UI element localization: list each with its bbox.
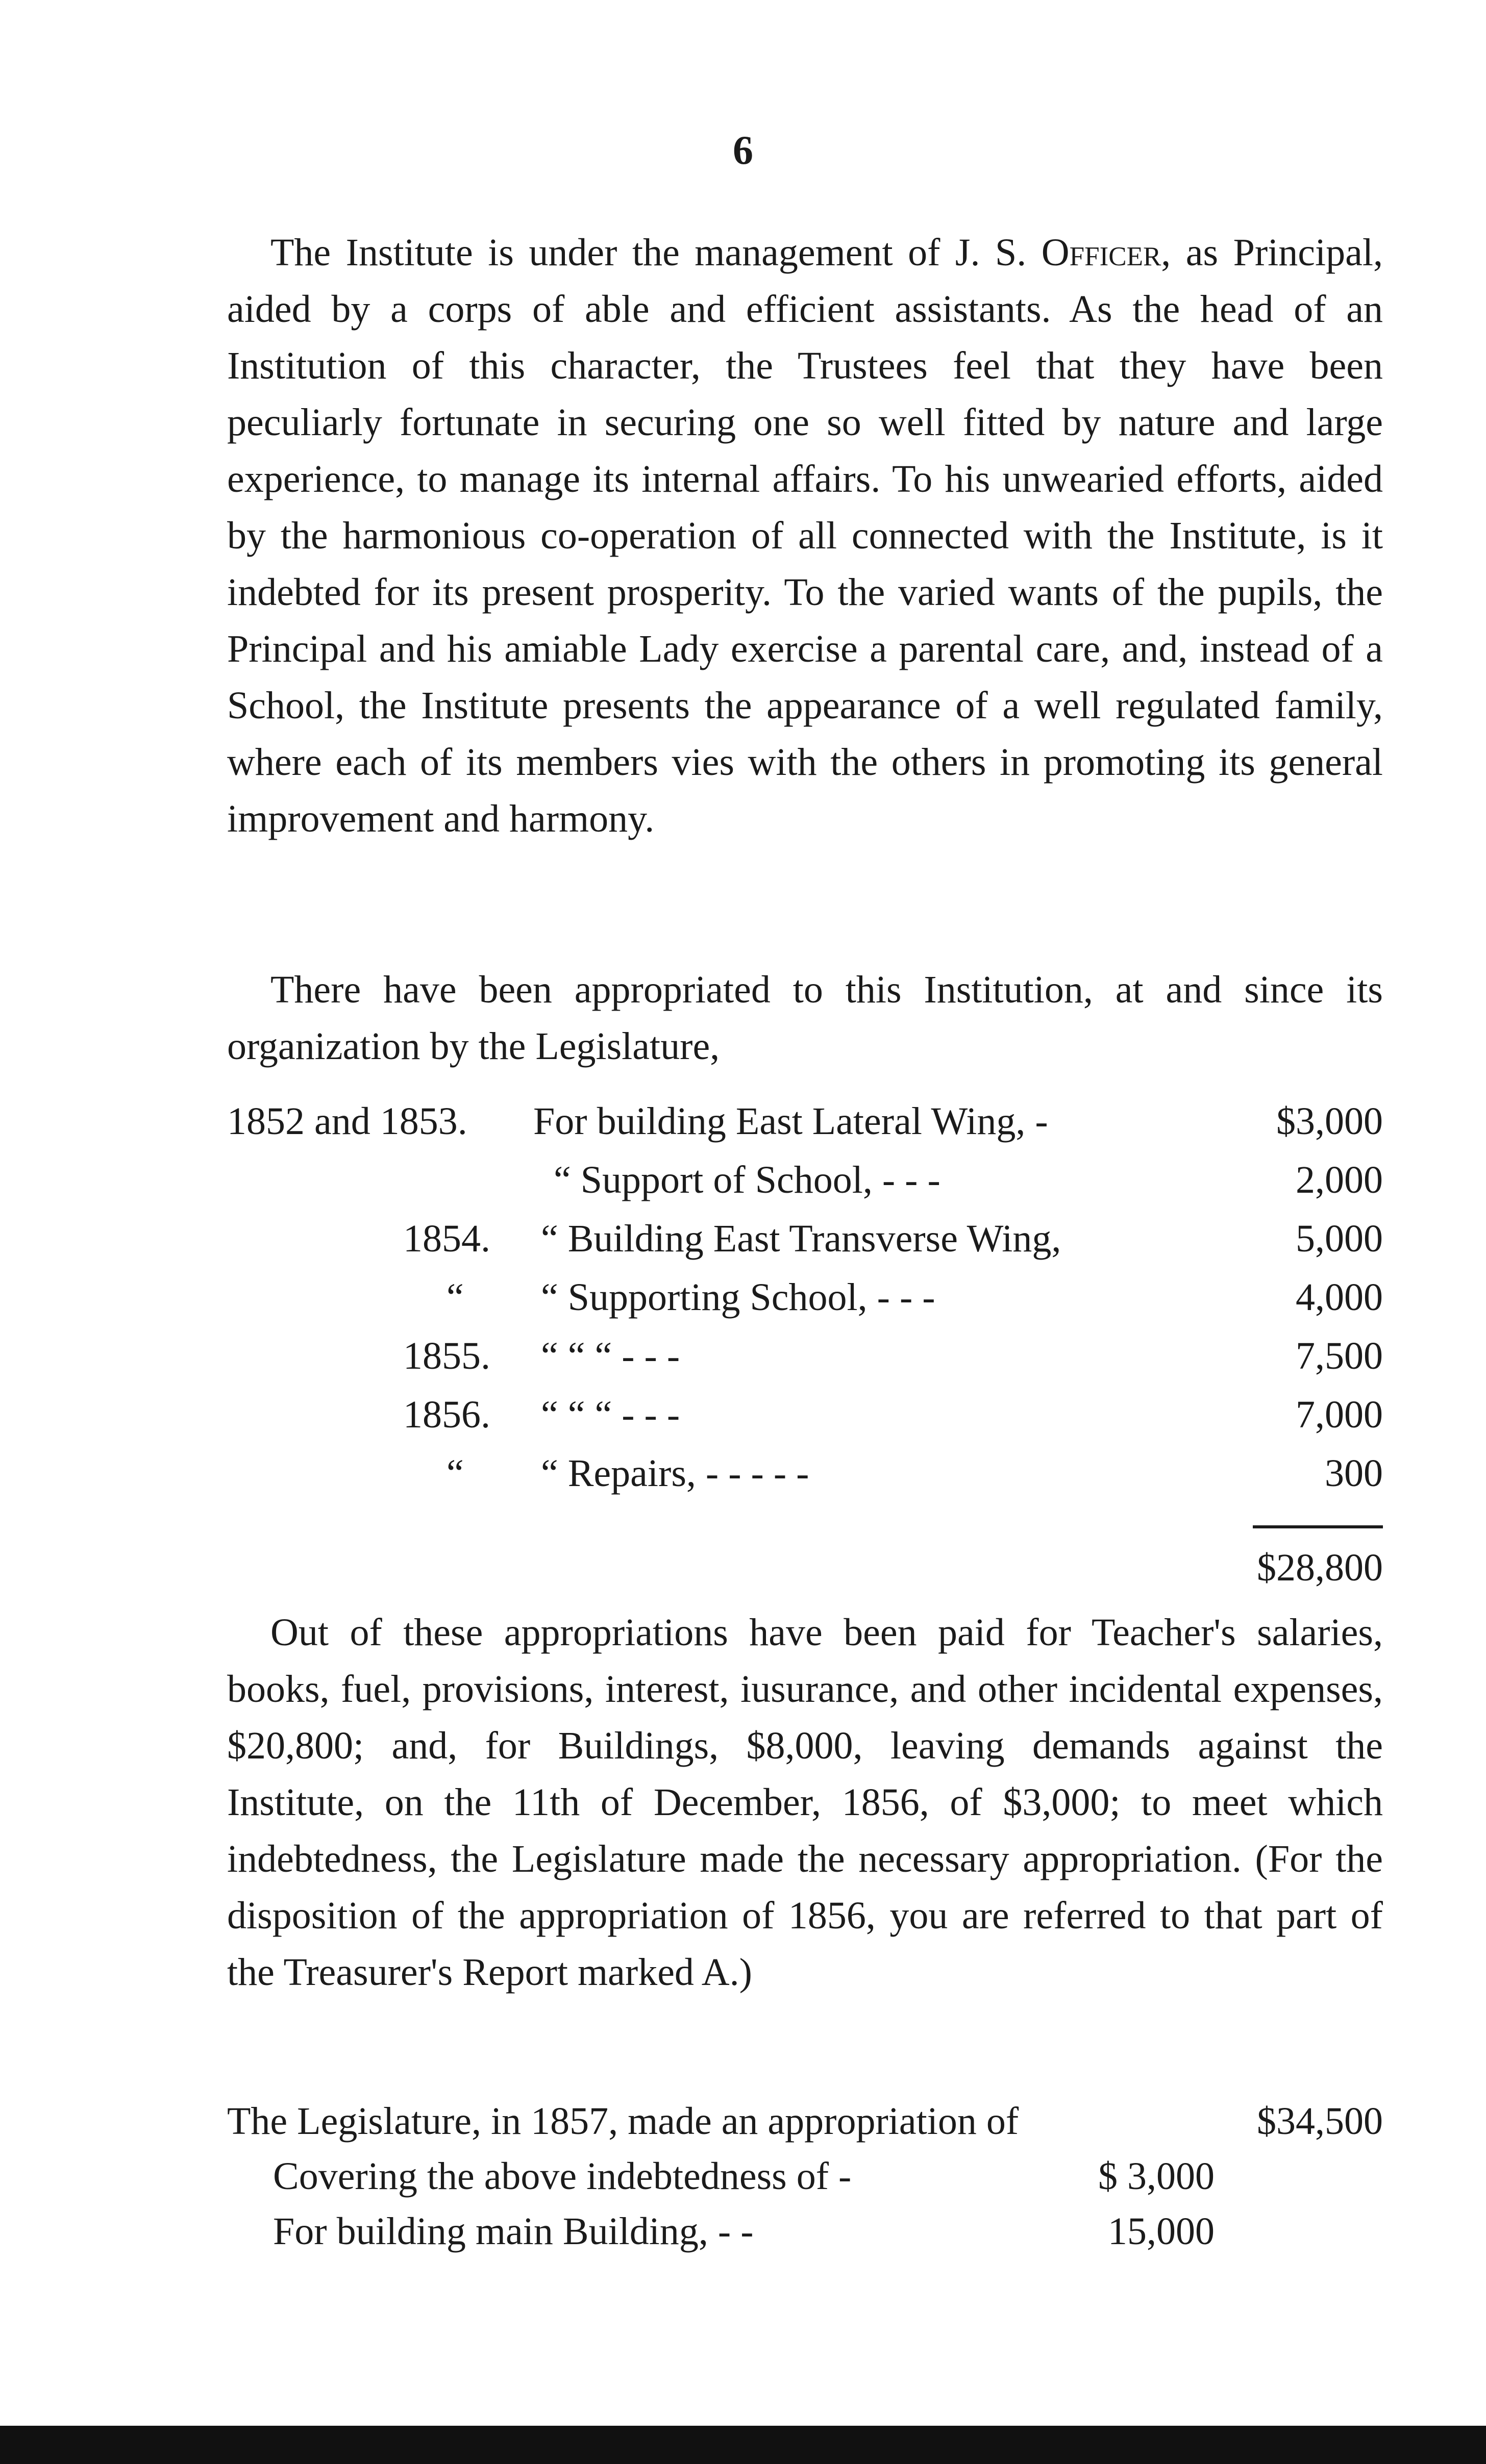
approp-label: The Legislature, in 1857, made an appropriation of	[227, 2100, 1019, 2143]
approp-sub-label: Covering the above indebtedness of -	[273, 2155, 852, 2198]
approp-row	[227, 2154, 1383, 2209]
appropriation-1857	[227, 2099, 1383, 2265]
ledger-year: 1852 and 1853.	[227, 1100, 467, 1143]
ledger-item: “ Supporting School, - - -	[541, 1276, 935, 1319]
appropriations-ledger	[227, 1099, 1383, 1510]
ledger-amount: 5,000	[1296, 1217, 1383, 1260]
ledger-item: “ Support of School, - - -	[554, 1159, 940, 1201]
appropriated-intro: There have been appropriated to this Institution, at and since its organization by the Legislature,	[227, 968, 1383, 1068]
officer-name: Officer	[1041, 231, 1161, 274]
ledger-year: 1854.	[403, 1217, 490, 1260]
ledger-row	[227, 1158, 1383, 1217]
ledger-amount: 2,000	[1296, 1159, 1383, 1201]
ledger-year: “	[447, 1452, 464, 1495]
appropriations-paragraph: Out of these appropriations have been paid for Teacher's salaries, books, fuel, provisions, interest, iusurance, and other incidental expenses, $20,800; and, for Buildings, $8,000, leaving demands against the Institute, on the 11th of December, 1856, of $3,000; to meet which indebtedness, the Legislature made the necessary appropriation. (For the disposition of the appropriation of 1856, you are referred to that part of the Treasurer's Report marked A.)	[227, 1611, 1383, 1994]
ledger-year: 1856.	[403, 1393, 490, 1436]
approp-amount: $34,500	[1257, 2100, 1383, 2143]
ledger-item: “ Building East Transverse Wing,	[541, 1217, 1061, 1260]
ledger-row	[227, 1334, 1383, 1393]
ledger-amount: 4,000	[1296, 1276, 1383, 1319]
intro-paragraph	[227, 224, 1383, 847]
ledger-item: “ “ “ - - -	[541, 1335, 680, 1377]
ledger-row	[227, 1451, 1383, 1510]
scan-edge-bar	[0, 2426, 1486, 2464]
approp-sub-amount: 15,000	[1108, 2210, 1215, 2253]
intro-after-name: , as Principal, aided by a corps of able and efficient assistants. As the head of an Institution of this character, the Trustees feel that they have been peculiarly fortunate in securing one so well fitted by nature and large experience, to manage its internal affairs. To his unwearied efforts, aided by the harmonious co-operation of all connected with the Institute, is it indebted for its present prosperity. To the varied wants of the pupils, the Principal and his amiable Lady exercise a parental care, and, instead of a School, the Institute presents the appearance of a well regulated family, where each of its members vies with the others in promoting its general improvement and harmony.	[227, 231, 1383, 840]
ledger-row	[227, 1099, 1383, 1158]
ledger-item: “ Repairs, - - - - -	[541, 1452, 809, 1495]
ledger-amount: 300	[1325, 1452, 1383, 1495]
approp-row	[227, 2209, 1383, 2265]
intro-before-name: The Institute is under the management of J. S.	[270, 231, 1042, 274]
ledger-row	[227, 1393, 1383, 1451]
ledger-total: $28,800	[1257, 1546, 1383, 1589]
ledger-amount: 7,500	[1296, 1335, 1383, 1377]
ledger-row	[227, 1275, 1383, 1334]
ledger-item: “ “ “ - - -	[541, 1393, 680, 1436]
ledger-year: “	[447, 1276, 464, 1319]
approp-sub-label: For building main Building, - -	[273, 2210, 754, 2253]
ledger-year: 1855.	[403, 1335, 490, 1377]
total-rule	[1253, 1525, 1383, 1528]
approp-row	[227, 2099, 1383, 2154]
approp-sub-amount: $ 3,000	[1098, 2155, 1215, 2198]
ledger-row	[227, 1217, 1383, 1275]
ledger-amount: 7,000	[1296, 1393, 1383, 1436]
page-number: 6	[733, 128, 753, 173]
ledger-item: For building East Lateral Wing, -	[533, 1100, 1048, 1143]
ledger-amount: $3,000	[1276, 1100, 1383, 1143]
